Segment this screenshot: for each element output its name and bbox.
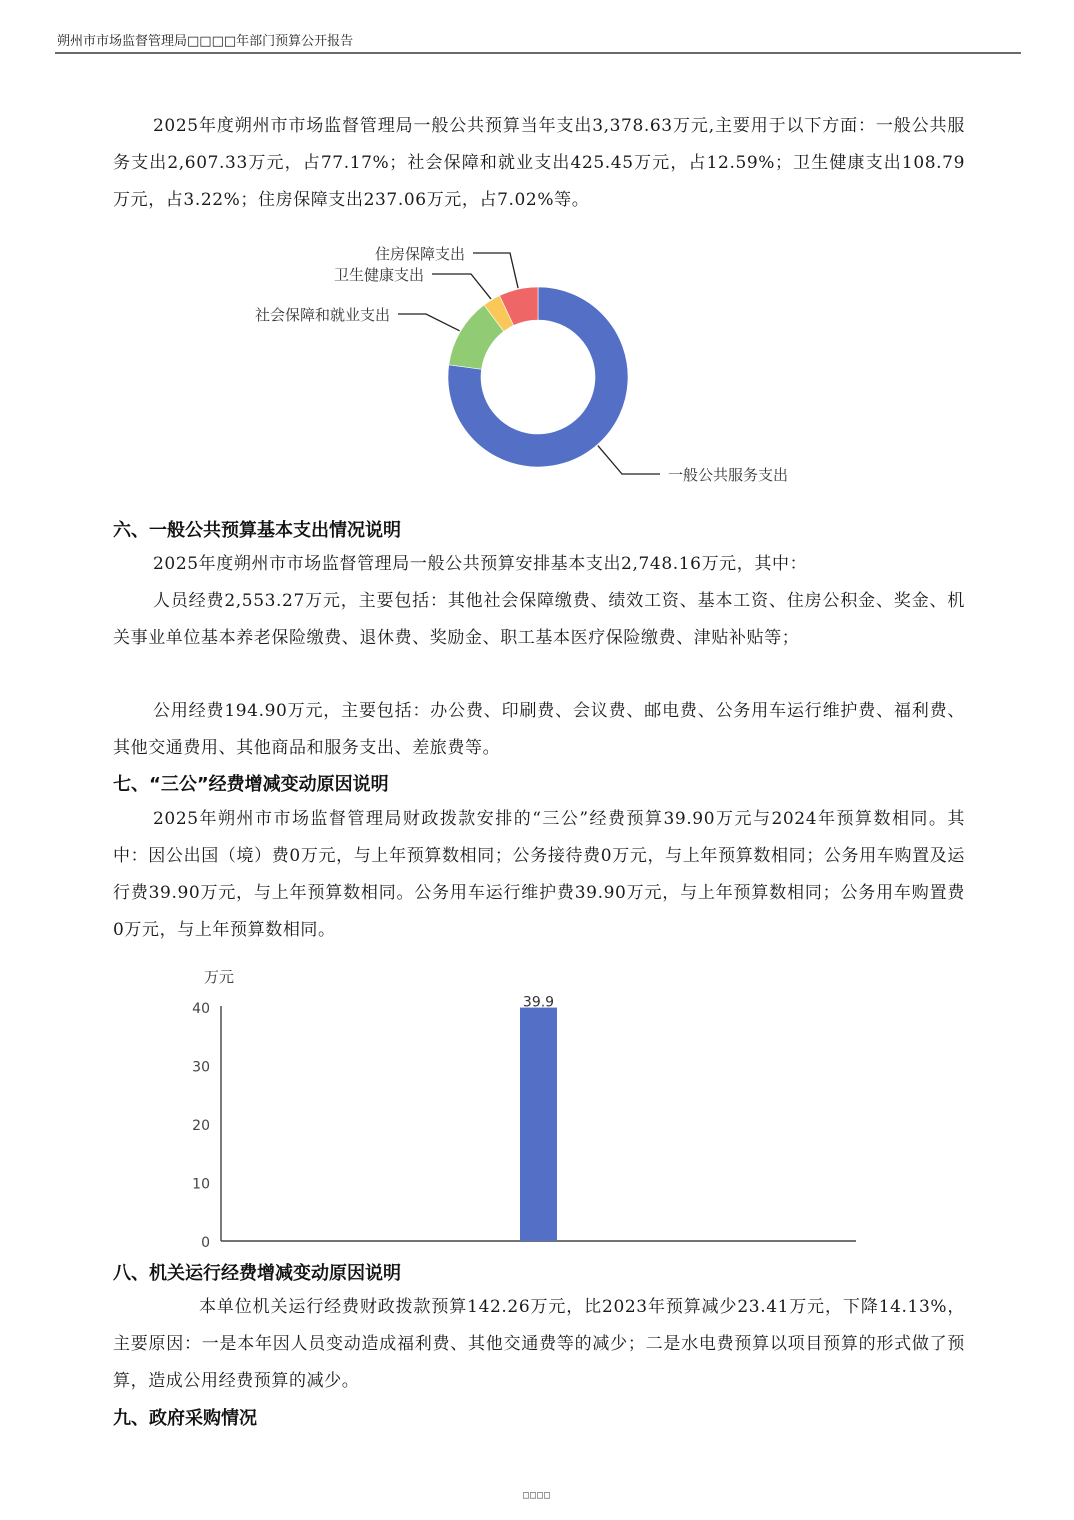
y-tick-label: 0: [201, 1235, 210, 1251]
slice-label: 社会保障和就业支出: [254, 306, 390, 324]
bar-data-label: 39.9: [522, 994, 555, 1011]
section7-heading: 七、“三公”经费增减变动原因说明: [113, 774, 389, 795]
section8-heading: 八、机关运行经费增减变动原因说明: [113, 1263, 401, 1284]
slice-label: 一般公共服务支出: [668, 466, 789, 484]
document-header-title: 朔州市市场监督管理局□□□□年部门预算公开报告: [57, 34, 354, 49]
section7-paragraph-1: 2025年朔州市市场监督管理局财政拨款安排的“三公”经费预算39.90万元与2024年预算数相同。其中：因公出国（境）费0万元，与上年预算数相同；公务接待费0万元，与上年预算数相同；公务用车购置及运行费39.90万元，与上年预算数相同。公务用车运行维护费39.90万元，与上年预算数相同；公务用车购置费0万元，与上年预算数相同。: [113, 809, 965, 940]
section6-paragraph-1: 2025年度朔州市市场监督管理局一般公共预算安排基本支出2,748.16万元，其中：: [153, 554, 808, 574]
y-tick-label: 40: [192, 1001, 210, 1017]
y-tick-label: 30: [192, 1059, 210, 1076]
donut-chart: [0, 230, 1074, 510]
section9-heading: 九、政府采购情况: [113, 1408, 257, 1429]
bar-chart: [0, 955, 1074, 1255]
header-divider: [55, 52, 1021, 54]
slice-label: 住房保障支出: [374, 245, 465, 263]
bar: [520, 1008, 557, 1241]
section6-heading: 六、一般公共预算基本支出情况说明: [113, 520, 401, 541]
leader-line: [598, 446, 660, 474]
section8-paragraph-1: 本单位机关运行经费财政拨款预算142.26万元，比2023年预算减少23.41万元，下降14.13%，主要原因：一是本年因人员变动造成福利费、其他交通费等的减少；二是水电费预算以项目预算的形式做了预算，造成公用经费预算的减少。: [113, 1297, 965, 1391]
section5-paragraph: 2025年度朔州市市场监督管理局一般公共预算当年支出3,378.63万元,主要用于以下方面：一般公共服务支出2,607.33万元，占77.17%；社会保障和就业支出425.45万元，占12.59%；卫生健康支出108.79万元，占3.22%；住房保障支出237.06万元，占7.02%等。: [113, 116, 965, 210]
leader-line: [473, 253, 518, 288]
section6-paragraph-2: 人员经费2,553.27万元，主要包括：其他社会保障缴费、绩效工资、基本工资、住房公积金、奖金、机关事业单位基本养老保险缴费、退休费、奖励金、职工基本医疗保险缴费、津贴补贴等；: [113, 591, 965, 648]
section6-paragraph-3: 公用经费194.90万元，主要包括：办公费、印刷费、会议费、邮电费、公务用车运行维护费、福利费、其他交通费用、其他商品和服务支出、差旅费等。: [113, 701, 965, 758]
y-axis-label: 万元: [204, 968, 235, 986]
leader-line: [432, 274, 491, 299]
slice-label: 卫生健康支出: [333, 266, 424, 284]
y-tick-label: 10: [192, 1176, 210, 1193]
leader-line: [398, 314, 460, 331]
page-number: □□□□: [522, 1490, 552, 1501]
y-tick-label: 20: [192, 1118, 210, 1134]
